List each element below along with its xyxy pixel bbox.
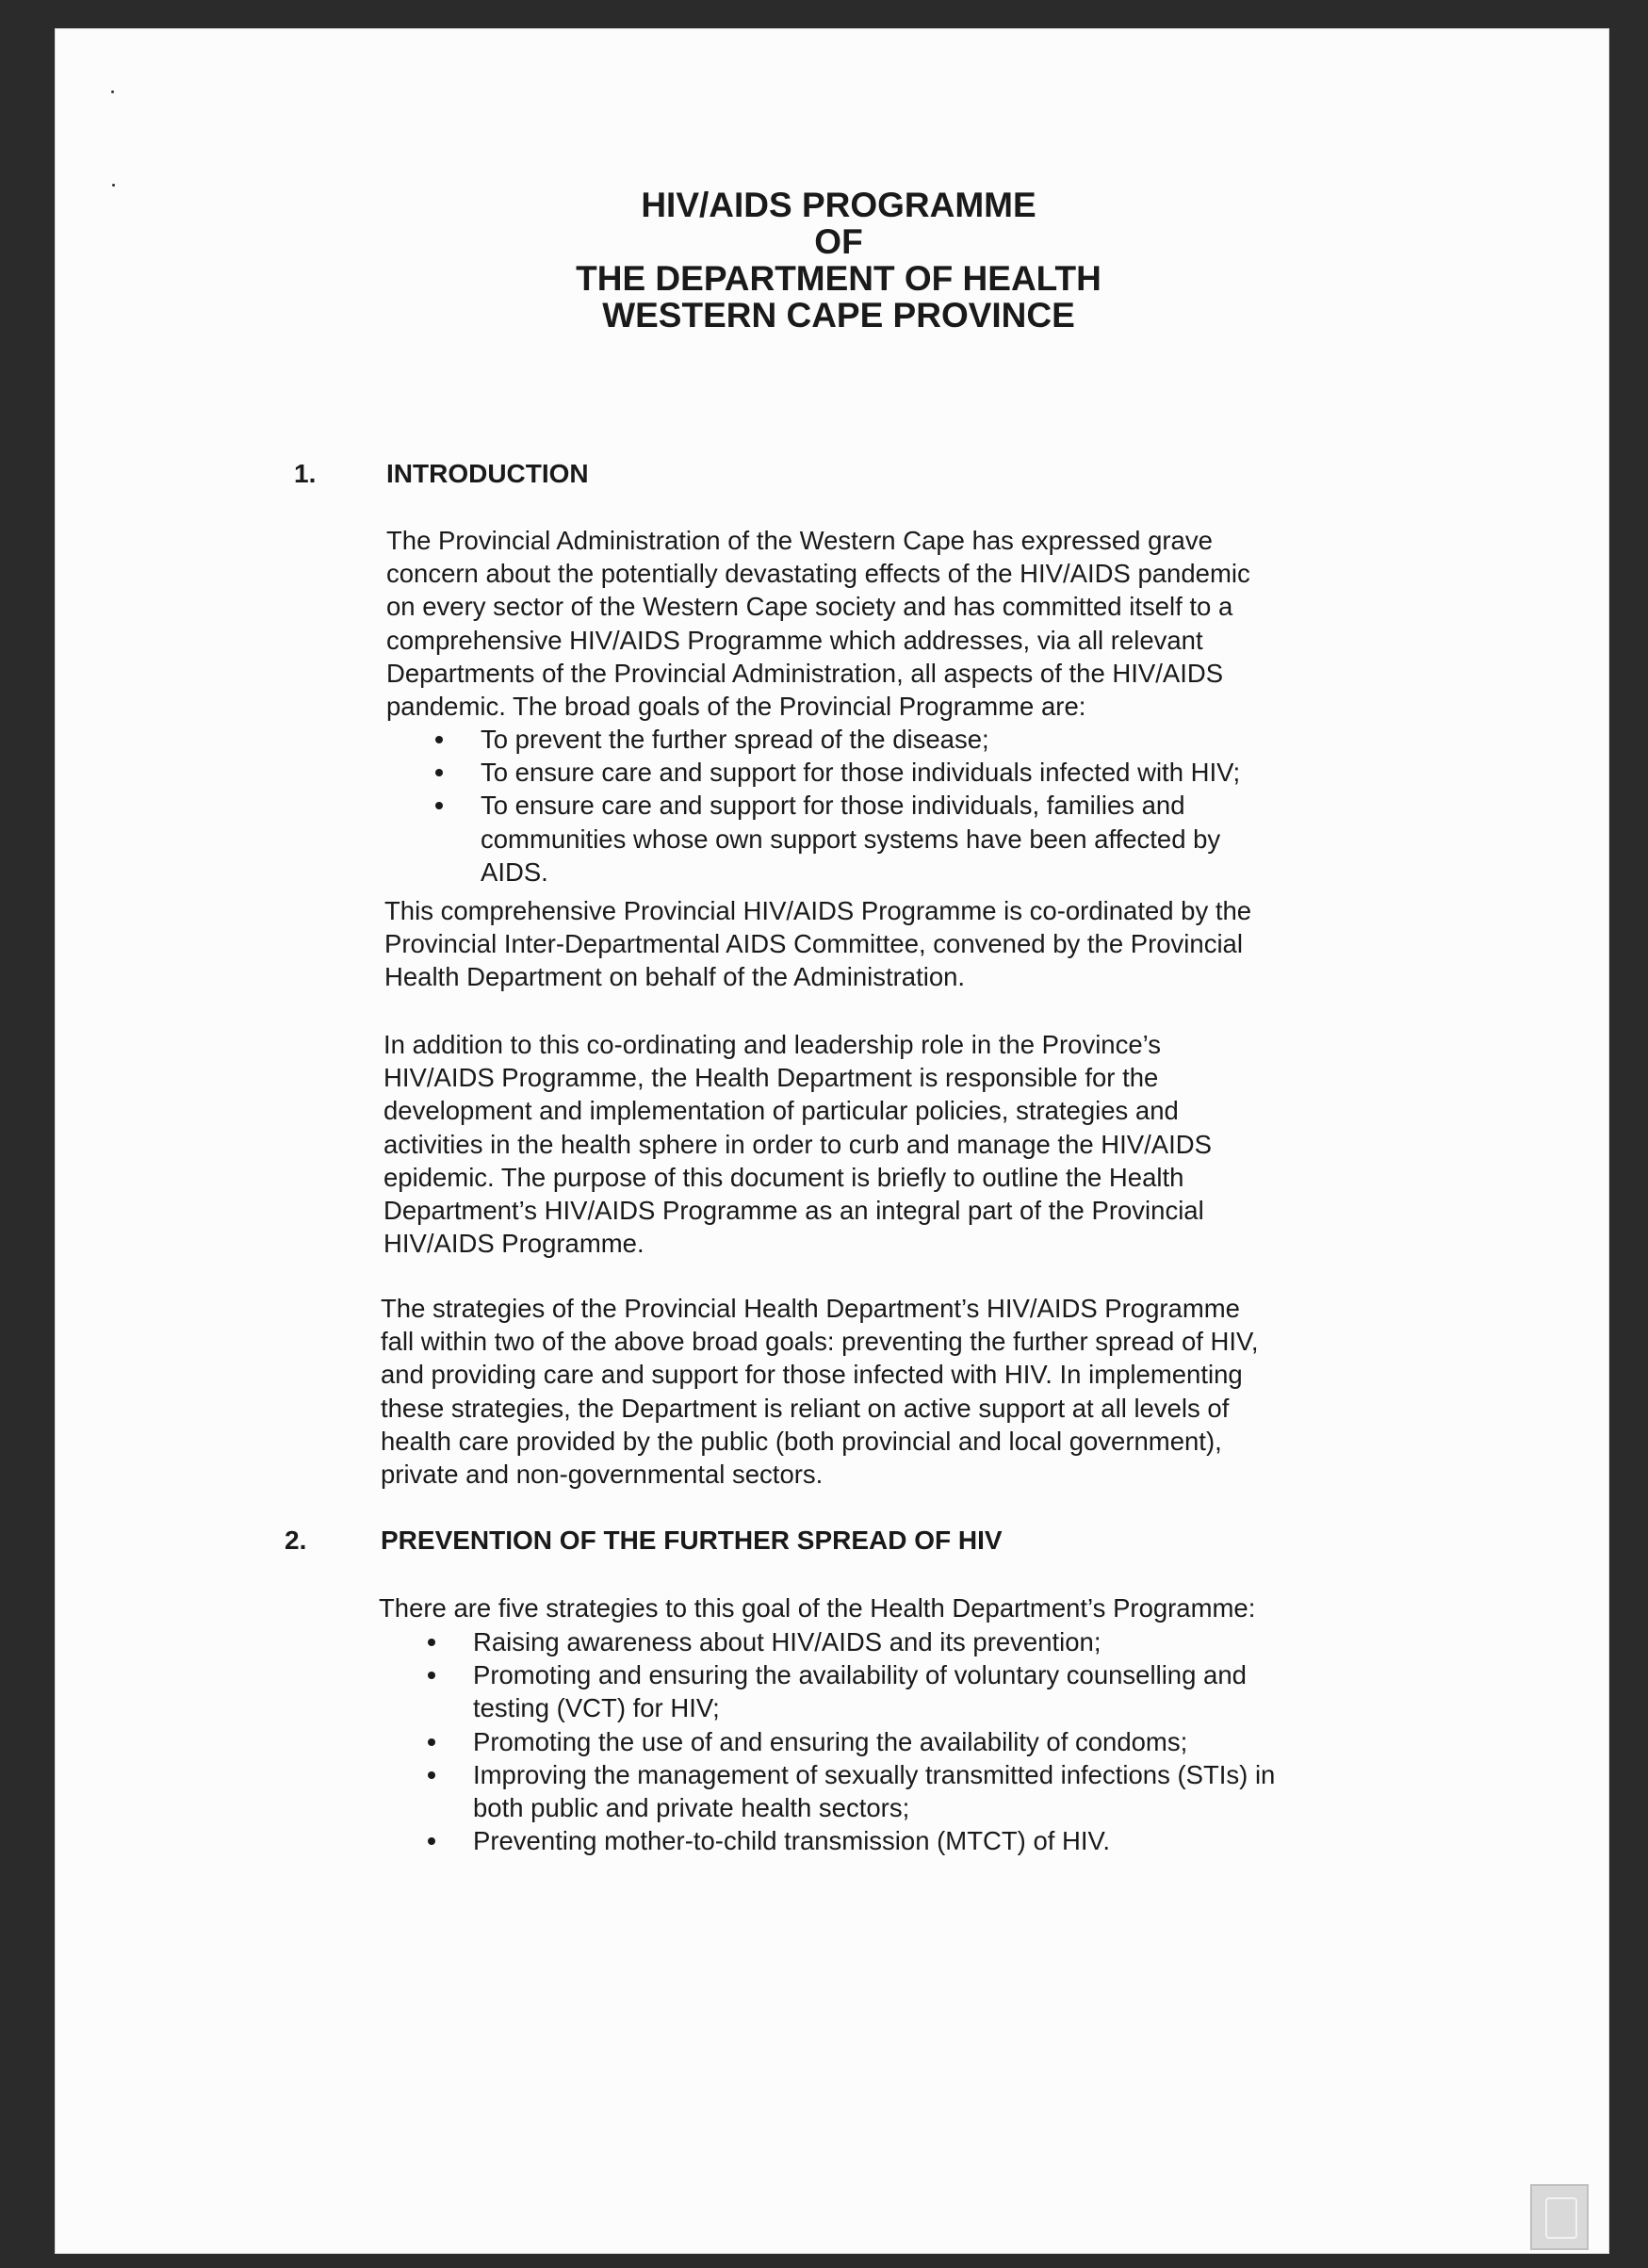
text-line: HIV/AIDS Programme, the Health Department is responsible for the (383, 1063, 1159, 1093)
strategies-list (418, 1625, 1408, 1857)
title-line: HIV/AIDS PROGRAMME (641, 186, 1036, 224)
text-line: communities whose own support systems have been affected by (481, 824, 1221, 854)
strategies-paragraph (381, 1292, 1361, 1491)
section2-intro: There are five strategies to this goal of the Health Department’s Programme: (379, 1593, 1256, 1623)
list-item (418, 1625, 1408, 1658)
list-item (426, 756, 1368, 789)
text-line: Departments of the Provincial Administration, all aspects of the HIV/AIDS (386, 658, 1224, 688)
text-line: HIV/AIDS Programme. (383, 1229, 645, 1259)
title-line: OF (814, 222, 863, 261)
list-item (418, 1824, 1408, 1857)
list-item (418, 1658, 1408, 1724)
text-line: The strategies of the Provincial Health Department’s HIV/AIDS Programme (381, 1294, 1240, 1323)
text-line: Preventing mother-to-child transmission (MTCT) of HIV. (473, 1826, 1110, 1856)
text-line: AIDS. (481, 857, 548, 887)
goals-list (426, 723, 1368, 889)
text-line: testing (VCT) for HIV; (473, 1693, 720, 1723)
text-line: To ensure care and support for those individuals infected with HIV; (481, 758, 1241, 788)
text-line: Improving the management of sexually transmitted infections (STIs) in (473, 1759, 1276, 1789)
scan-speck (111, 90, 114, 93)
section-heading: INTRODUCTION (386, 459, 589, 488)
text-line: activities in the health sphere in order to curb and manage the HIV/AIDS (383, 1129, 1212, 1159)
text-line: these strategies, the Department is reliant on active support at all levels of (381, 1393, 1230, 1423)
section-number: 2. (285, 1526, 307, 1555)
section-heading: PREVENTION OF THE FURTHER SPREAD OF HIV (381, 1526, 1003, 1555)
archive-stamp (1530, 2184, 1589, 2250)
text-line: fall within two of the above broad goals: preventing the further spread of HIV, (381, 1327, 1259, 1357)
title-line: THE DEPARTMENT OF HEALTH (576, 259, 1101, 298)
text-line: private and non-governmental sectors. (381, 1460, 824, 1490)
text-line: The Provincial Administration of the Western Cape has expressed grave (386, 526, 1213, 555)
text-line: Promoting the use of and ensuring the availability of condoms; (473, 1726, 1188, 1756)
text-line: concern about the potentially devastating effects of the HIV/AIDS pandemic (386, 559, 1250, 589)
title-line: WESTERN CAPE PROVINCE (602, 296, 1075, 334)
text-line: comprehensive HIV/AIDS Programme which addresses, via all relevant (386, 625, 1203, 655)
text-line: To ensure care and support for those individuals, families and (481, 791, 1185, 821)
text-line: This comprehensive Provincial HIV/AIDS Programme is co-ordinated by the (384, 896, 1252, 925)
text-line: Department’s HIV/AIDS Programme as an integral part of the Provincial (383, 1196, 1204, 1226)
text-line: and providing care and support for those infected with HIV. In implementing (381, 1360, 1243, 1390)
text-line: epidemic. The purpose of this document is briefly to outline the Health (383, 1162, 1184, 1192)
list-item (426, 789, 1368, 889)
list-item (426, 723, 1368, 756)
text-line: health care provided by the public (both provincial and local government), (381, 1426, 1222, 1456)
text-line: both public and private health sectors; (473, 1793, 910, 1823)
section-number: 1. (294, 459, 317, 488)
text-line: Provincial Inter-Departmental AIDS Committee, convened by the Provincial (384, 929, 1243, 959)
document-title (0, 187, 1648, 334)
text-line: To prevent the further spread of the disease; (481, 725, 989, 754)
text-line: In addition to this co-ordinating and leadership role in the Province’s (383, 1030, 1161, 1059)
text-line: Raising awareness about HIV/AIDS and its prevention; (473, 1627, 1101, 1656)
list-item (418, 1758, 1408, 1824)
text-line: Health Department on behalf of the Administration. (384, 962, 966, 992)
text-line: Promoting and ensuring the availability of voluntary counselling and (473, 1660, 1247, 1690)
intro-paragraph (386, 524, 1366, 723)
coordination-paragraph (384, 894, 1364, 994)
text-line: on every sector of the Western Cape society and has committed itself to a (386, 592, 1233, 622)
text-line: development and implementation of particular policies, strategies and (383, 1096, 1179, 1126)
text-line: pandemic. The broad goals of the Provincial Programme are: (386, 692, 1086, 722)
list-item (418, 1725, 1408, 1758)
leadership-paragraph (383, 1028, 1363, 1260)
